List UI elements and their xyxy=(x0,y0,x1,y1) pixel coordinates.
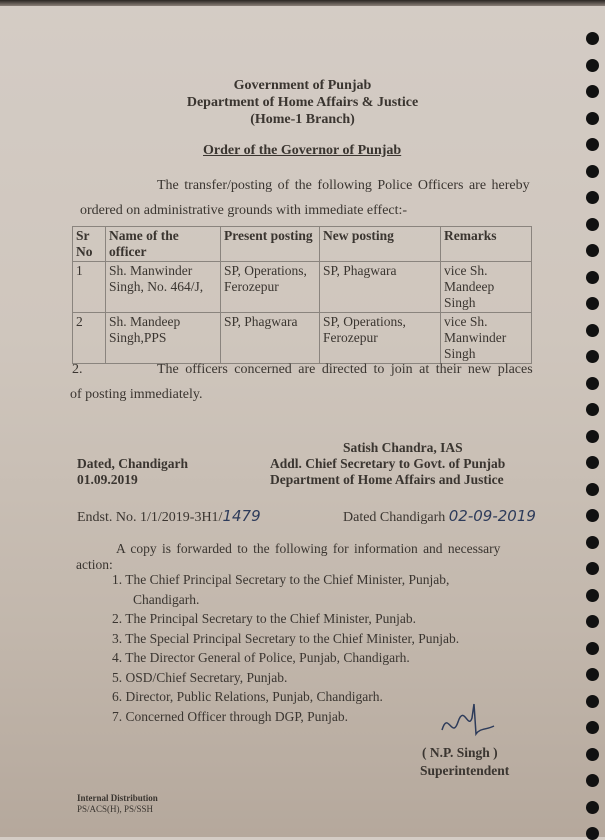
binding-hole xyxy=(586,32,599,45)
header-department: Department of Home Affairs & Justice xyxy=(186,95,419,110)
binding-hole xyxy=(586,430,599,443)
binding-hole xyxy=(586,562,599,575)
header-branch: (Home-1 Branch) xyxy=(250,112,355,127)
binding-hole xyxy=(586,483,599,496)
binding-hole xyxy=(586,138,599,151)
superintendent-title: Superintendent xyxy=(420,763,510,778)
list-item: 1. The Chief Principal Secretary to the Chief Minister, Punjab, xyxy=(112,572,450,587)
list-item: Chandigarh. xyxy=(133,591,200,607)
binding-hole xyxy=(586,509,599,522)
binding-hole xyxy=(586,191,599,204)
binding-hole xyxy=(586,827,599,840)
binding-hole xyxy=(586,165,599,178)
binding-hole xyxy=(586,642,599,655)
table-header-row xyxy=(73,227,532,262)
endst-date xyxy=(343,507,536,526)
binding-hole xyxy=(586,297,599,310)
binding-hole xyxy=(586,774,599,787)
cell-name: Sh. Mandeep Singh,PPS xyxy=(106,313,221,364)
binding-hole xyxy=(586,218,599,231)
signatory-dept: Department of Home Affairs and Justice xyxy=(270,472,504,487)
endst-handwritten-no: 1479 xyxy=(222,507,261,525)
cell-sr: 1 xyxy=(73,262,106,313)
binding-hole xyxy=(586,589,599,602)
th-remarks: Remarks xyxy=(441,227,532,262)
list-item: 7. Concerned Officer through DGP, Punjab. xyxy=(112,708,348,724)
cell-name: Sh. Manwinder Singh, No. 464/J, xyxy=(106,262,221,313)
binding-hole xyxy=(586,536,599,549)
para2-line2: of posting immediately. xyxy=(70,387,203,402)
cell-remarks: vice Sh. Manwinder Singh xyxy=(441,313,532,364)
binding-hole xyxy=(586,350,599,363)
superintendent-name: ( N.P. Singh ) xyxy=(422,745,498,760)
dated-date: 01.09.2019 xyxy=(77,472,138,487)
endst-handwritten-date: 02-09-2019 xyxy=(448,507,536,525)
binding-hole xyxy=(586,801,599,814)
binding-hole xyxy=(586,695,599,708)
endst-number xyxy=(77,507,261,526)
endst-dated-label: Dated Chandigarh xyxy=(343,510,446,525)
binding-hole xyxy=(586,59,599,72)
list-item: 2. The Principal Secretary to the Chief Minister, Punjab. xyxy=(112,611,417,626)
th-sr: Sr No xyxy=(73,227,106,262)
th-new: New posting xyxy=(320,227,441,262)
intro-line1: The transfer/posting of the following Police Officers are hereby xyxy=(157,178,530,193)
binding-hole xyxy=(586,721,599,734)
list-item: 6. Director, Public Relations, Punjab, Chandigarh. xyxy=(112,689,383,704)
order-title: Order of the Governor of Punjab xyxy=(203,143,402,158)
list-item: 3. The Special Principal Secretary to the Chief Minister, Punjab. xyxy=(112,630,460,646)
internal-distribution-list: PS/ACS(H), PS/SSH xyxy=(77,804,154,814)
dated-place: Dated, Chandigarh xyxy=(77,456,189,471)
signatory-name: Satish Chandra, IAS xyxy=(343,440,463,455)
para2-number: 2. xyxy=(72,362,83,377)
copy-line1: A copy is forwarded to the following for information and necessary xyxy=(116,541,501,556)
table-row xyxy=(73,262,532,313)
header-government: Government of Punjab xyxy=(233,78,372,93)
list-item: 5. OSD/Chief Secretary, Punjab. xyxy=(112,669,288,685)
internal-distribution-title: Internal Distribution xyxy=(77,793,158,803)
binding-hole xyxy=(586,748,599,761)
binding-hole xyxy=(586,244,599,257)
recipient-list xyxy=(112,570,459,726)
binding-hole xyxy=(586,271,599,284)
copy-line2: action: xyxy=(76,557,113,572)
cell-present: SP, Phagwara xyxy=(221,313,320,364)
table-row xyxy=(73,313,532,364)
th-name: Name of the officer xyxy=(106,227,221,262)
binding-hole xyxy=(586,324,599,337)
intro-line2: ordered on administrative grounds with immediate effect:- xyxy=(80,203,408,218)
signatory-title: Addl. Chief Secretary to Govt. of Punjab xyxy=(270,456,506,471)
cell-remarks: vice Sh. Mandeep Singh xyxy=(441,262,532,313)
handwritten-signature xyxy=(438,700,498,745)
binding-hole xyxy=(586,377,599,390)
page-top-edge xyxy=(0,0,605,6)
binding-hole xyxy=(586,615,599,628)
th-present: Present posting xyxy=(221,227,320,262)
cell-sr: 2 xyxy=(73,313,106,364)
transfer-table xyxy=(72,226,532,364)
endst-label: Endst. No. 1/1/2019-3H1/ xyxy=(77,510,223,525)
cell-present: SP, Operations, Ferozepur xyxy=(221,262,320,313)
binding-hole xyxy=(586,456,599,469)
binding-hole xyxy=(586,403,599,416)
cell-new: SP, Operations, Ferozepur xyxy=(320,313,441,364)
binding-hole xyxy=(586,668,599,681)
para2-line1: The officers concerned are directed to join at their new places xyxy=(157,362,533,377)
list-item: 4. The Director General of Police, Punjab, Chandigarh. xyxy=(112,650,410,665)
cell-new: SP, Phagwara xyxy=(320,262,441,313)
